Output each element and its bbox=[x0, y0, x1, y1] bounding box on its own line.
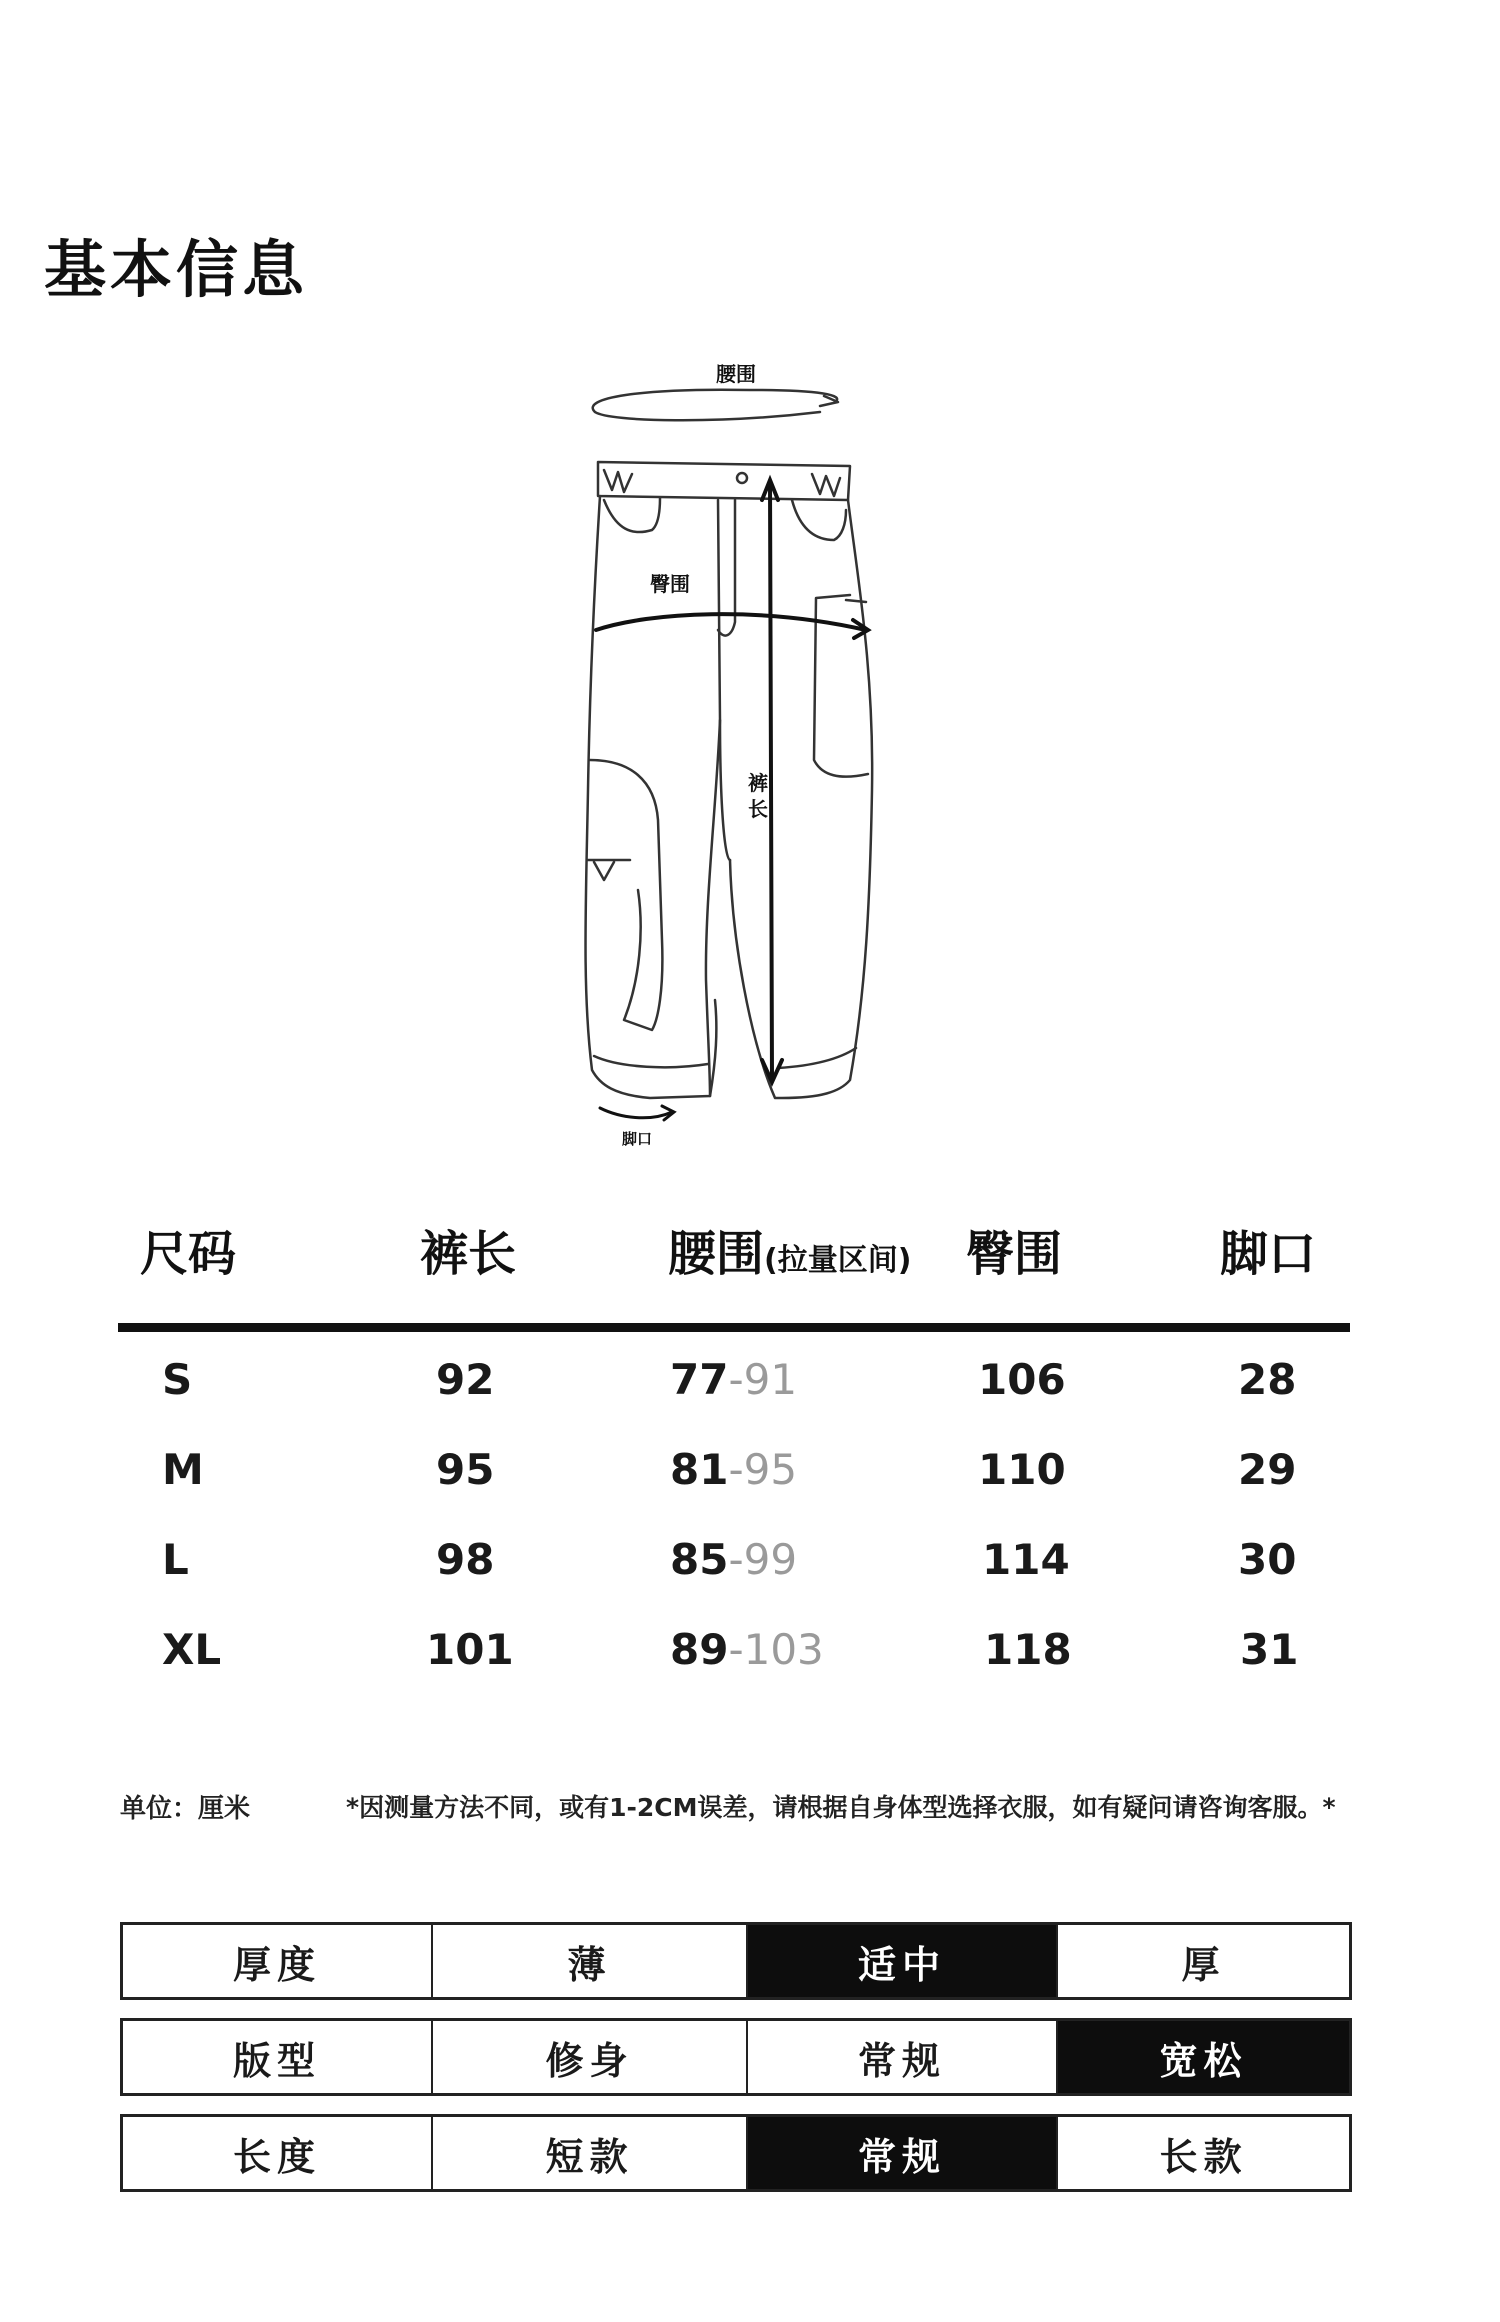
attribute-name: 长度 bbox=[123, 2117, 433, 2189]
header-waist-label: 腰围 bbox=[668, 1226, 765, 1282]
cell-waist-min: 81 bbox=[670, 1445, 729, 1494]
cell-waist: 77-91 bbox=[670, 1355, 798, 1404]
attribute-option: 短款 bbox=[433, 2117, 748, 2189]
attribute-option: 长款 bbox=[1159, 2134, 1248, 2179]
header-length: 裤长 bbox=[420, 1226, 517, 1282]
cell-length: 92 bbox=[436, 1355, 495, 1404]
attribute-option-selected: 宽松 bbox=[1058, 2021, 1349, 2093]
cell-waist: 85-99 bbox=[670, 1535, 798, 1584]
table-row bbox=[118, 1355, 1350, 1435]
table-header bbox=[118, 1205, 1350, 1295]
cell-waist: 89-103 bbox=[670, 1625, 824, 1674]
pants-diagram bbox=[520, 340, 980, 1160]
cell-waist-min: 85 bbox=[670, 1535, 729, 1584]
attribute-option: 薄 bbox=[433, 1925, 748, 1997]
cell-hip: 114 bbox=[982, 1535, 1070, 1584]
pants-illustration bbox=[520, 340, 980, 1160]
cell-hem: 29 bbox=[1238, 1445, 1297, 1494]
cell-hem: 31 bbox=[1240, 1625, 1299, 1674]
table-row bbox=[118, 1445, 1350, 1525]
attribute-option-selected: 适中 bbox=[748, 1925, 1058, 1997]
cell-waist-max: 91 bbox=[743, 1355, 798, 1404]
cell-size: XL bbox=[162, 1625, 222, 1674]
attribute-option: 厚 bbox=[1181, 1942, 1226, 1987]
attribute-option: 修身 bbox=[433, 2021, 748, 2093]
attribute-option-selected: 常规 bbox=[748, 2117, 1058, 2189]
unit-label: 单位：厘米 bbox=[120, 1794, 251, 1824]
hem-label: 脚口 bbox=[622, 1130, 653, 1148]
cell-waist-max: 95 bbox=[743, 1445, 798, 1494]
header-waist-note: (拉量区间) bbox=[764, 1243, 912, 1278]
header-size: 尺码 bbox=[140, 1226, 237, 1282]
attribute-row-length bbox=[120, 2114, 1352, 2192]
cell-hip: 118 bbox=[984, 1625, 1072, 1674]
attribute-row-thickness bbox=[120, 1922, 1352, 2000]
hip-label: 臀围 bbox=[650, 572, 690, 596]
cell-size: L bbox=[162, 1535, 189, 1584]
table-row bbox=[118, 1625, 1350, 1705]
cell-waist: 81-95 bbox=[670, 1445, 798, 1494]
size-table bbox=[118, 1205, 1350, 1674]
header-divider bbox=[118, 1323, 1350, 1332]
header-hem: 脚口 bbox=[1220, 1226, 1317, 1282]
attribute-name: 版型 bbox=[123, 2021, 433, 2093]
cell-length: 101 bbox=[426, 1625, 514, 1674]
cell-waist-max: 99 bbox=[743, 1535, 798, 1584]
cell-hem: 28 bbox=[1238, 1355, 1297, 1404]
cell-waist-max: 103 bbox=[743, 1625, 824, 1674]
cell-hip: 106 bbox=[978, 1355, 1066, 1404]
length-label: 裤长 bbox=[748, 771, 768, 821]
cell-size: M bbox=[162, 1445, 204, 1494]
cell-waist-min: 89 bbox=[670, 1625, 729, 1674]
cell-size: S bbox=[162, 1355, 193, 1404]
attribute-row-fit bbox=[120, 2018, 1352, 2096]
cell-length: 98 bbox=[436, 1535, 495, 1584]
table-row bbox=[118, 1535, 1350, 1615]
waist-label: 腰围 bbox=[716, 362, 756, 386]
cell-hem: 30 bbox=[1238, 1535, 1297, 1584]
header-hip: 臀围 bbox=[966, 1226, 1063, 1282]
attribute-option: 常规 bbox=[748, 2021, 1058, 2093]
page-title: 基本信息 bbox=[44, 233, 309, 306]
cell-waist-min: 77 bbox=[670, 1355, 729, 1404]
header-waist bbox=[668, 1215, 911, 1284]
cell-hip: 110 bbox=[978, 1445, 1066, 1494]
cell-length: 95 bbox=[436, 1445, 495, 1494]
attribute-name: 厚度 bbox=[123, 1925, 433, 1997]
measurement-note: *因测量方法不同，或有1-2CM误差，请根据自身体型选择衣服，如有疑问请咨询客服。* bbox=[346, 1793, 1336, 1822]
